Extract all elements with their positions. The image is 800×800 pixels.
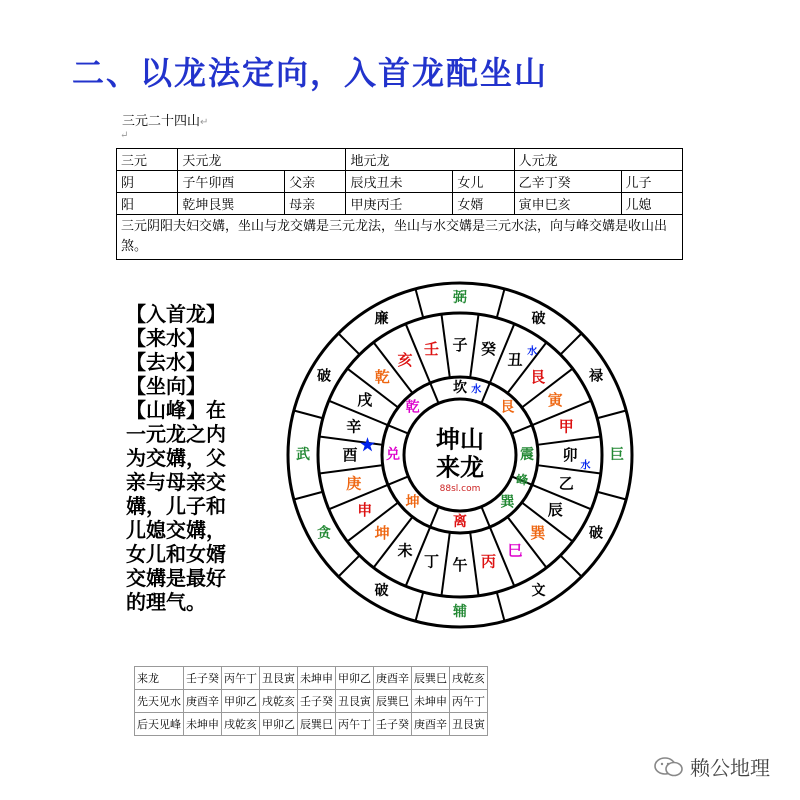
water-mark: 水 <box>471 384 482 396</box>
mountain-label: 申 <box>357 501 373 519</box>
explanation-text <box>126 302 252 614</box>
peak-mark: 峰 <box>516 473 529 488</box>
water-mark: 水 <box>527 346 538 358</box>
trigram-label: 震 <box>520 447 534 463</box>
mountain-label: 午 <box>452 556 468 574</box>
table-cell: 先天见水 <box>135 690 184 713</box>
mountain-label: 子 <box>452 336 468 354</box>
footer-brand <box>654 752 770 781</box>
table-cell: 庚酉辛 <box>184 690 222 713</box>
table-cell: 戌乾亥 <box>260 690 298 713</box>
star-label: 武 <box>296 447 310 463</box>
trigram-label: 兑 <box>386 447 400 463</box>
table-caption <box>122 110 208 129</box>
mountain-label: 庚 <box>346 474 362 493</box>
table-cell: 戌乾亥 <box>450 667 488 690</box>
brand-name: 赖公地理 <box>690 756 770 780</box>
table-cell: 丙午丁 <box>222 667 260 690</box>
star-label: 禄 <box>588 368 603 385</box>
water-mark: 水 <box>580 460 591 472</box>
table-cell: 女婿 <box>453 193 514 215</box>
page-title: 二、以龙法定向，入首龙配坐山 <box>72 54 549 92</box>
mountain-divider <box>441 314 449 377</box>
table-cell: 来龙 <box>135 667 184 690</box>
star-divider <box>415 592 423 621</box>
paragraph-mark-icon: ↵ <box>200 117 209 128</box>
star-divider <box>338 333 359 354</box>
table-cell: 乾坤艮巽 <box>178 193 285 215</box>
star-label: 贪 <box>317 525 332 542</box>
table-row <box>135 713 488 736</box>
star-divider <box>294 492 323 500</box>
table-cell: 甲卯乙 <box>222 690 260 713</box>
mountain-label: 戌 <box>357 391 373 409</box>
star-divider <box>560 333 581 354</box>
text-line: 【去水】 <box>126 350 206 374</box>
mountain-label: 丁 <box>424 552 440 571</box>
trigram-label: 乾 <box>405 399 420 416</box>
table-cell: 辰巽巳 <box>412 667 450 690</box>
text-line: 亲与母亲交 <box>126 470 226 494</box>
mountain-label: 未 <box>397 541 413 560</box>
trigram-divider <box>481 383 489 403</box>
table-cell: 子午卯酉 <box>178 171 285 193</box>
sanyuan-table <box>116 148 683 260</box>
table-cell: 人元龙 <box>514 149 682 171</box>
mountain-divider <box>537 465 600 473</box>
table-cell: 阴 <box>117 171 178 193</box>
wechat-icon <box>654 756 684 778</box>
star-label: 弼 <box>453 290 467 306</box>
table-cell: 乙辛丁癸 <box>514 171 621 193</box>
table-row <box>135 690 488 713</box>
table-cell: 儿媳 <box>621 193 682 215</box>
mountain-label: 乾 <box>374 368 390 387</box>
star-label: 破 <box>588 525 603 542</box>
text-line: 媾，儿子和 <box>126 494 226 518</box>
text-line: 为交媾，父 <box>126 446 226 470</box>
table-cell: 丙午丁 <box>450 690 488 713</box>
table-cell: 壬子癸 <box>298 690 336 713</box>
mountain-label: 壬 <box>424 339 440 358</box>
trigram-divider <box>388 425 408 433</box>
table-cell: 未坤申 <box>298 667 336 690</box>
mountain-label: 辛 <box>346 417 362 436</box>
star-label: 廉 <box>374 311 389 328</box>
star-divider <box>597 410 626 418</box>
star-label: 破 <box>531 311 546 328</box>
table-cell: 甲卯乙 <box>260 713 298 736</box>
trigram-divider <box>430 383 438 403</box>
mountain-label: 寅 <box>547 391 563 409</box>
table-row <box>135 667 488 690</box>
text-line: 【坐向】 <box>126 374 206 398</box>
center-subtitle: 来龙 <box>436 452 484 482</box>
table-cell: 儿子 <box>621 171 682 193</box>
text-line: 【入首龙】 <box>126 302 226 326</box>
trigram-label: 巽 <box>500 494 515 511</box>
text-line: 【山峰】在 <box>126 398 226 422</box>
table-cell: 未坤申 <box>184 713 222 736</box>
trigram-divider <box>512 425 532 433</box>
table-row <box>117 149 683 171</box>
trigram-divider <box>481 507 489 527</box>
table-cell: 辰戌丑未 <box>346 171 453 193</box>
table-cell: 母亲 <box>285 193 346 215</box>
center-title: 坤山 <box>436 424 484 454</box>
star-divider <box>415 289 423 318</box>
star-label: 巨 <box>610 447 624 463</box>
table-cell: 戌乾亥 <box>222 713 260 736</box>
trigram-label: 艮 <box>500 399 515 416</box>
mountain-label: 癸 <box>480 339 496 358</box>
table-cell: 辰巽巳 <box>374 690 412 713</box>
mountain-label: 亥 <box>397 350 413 369</box>
mountain-divider <box>347 369 398 408</box>
table-cell: 庚酉辛 <box>374 667 412 690</box>
table-cell: 三元 <box>117 149 178 171</box>
trigram-divider <box>388 476 408 484</box>
mountain-label: 乙 <box>558 474 574 493</box>
star-divider <box>497 592 505 621</box>
mountain-label: 酉 <box>342 446 358 464</box>
table-cell: 辰巽巳 <box>298 713 336 736</box>
watermark-text: 88sl.com <box>439 484 481 494</box>
table-cell: 丑艮寅 <box>450 713 488 736</box>
star-label: 辅 <box>453 604 467 620</box>
star-label: 破 <box>374 582 389 599</box>
text-line: 【来水】 <box>126 326 206 350</box>
table-row <box>117 193 683 215</box>
table-cell: 父亲 <box>285 171 346 193</box>
text-line: 女儿和女婿 <box>126 542 226 566</box>
table-row <box>117 215 683 260</box>
mountain-label: 丑 <box>507 350 523 369</box>
text-line: 儿媳交媾， <box>126 518 226 542</box>
text-line: 的理气。 <box>126 590 206 614</box>
table-cell: 寅申巳亥 <box>514 193 621 215</box>
table-cell: 阳 <box>117 193 178 215</box>
table-cell: 壬子癸 <box>374 713 412 736</box>
trigram-divider <box>430 507 438 527</box>
table-cell: 庚酉辛 <box>412 713 450 736</box>
mountain-label: 巽 <box>530 523 546 542</box>
star-divider <box>338 555 359 576</box>
star-divider <box>597 492 626 500</box>
mountain-label: 辰 <box>547 501 563 519</box>
table-cell: 壬子癸 <box>184 667 222 690</box>
star-divider <box>497 289 505 318</box>
star-icon: ★ <box>359 435 376 456</box>
table-cell: 后天见峰 <box>135 713 184 736</box>
mountain-divider <box>319 465 382 473</box>
mountain-divider <box>470 532 478 595</box>
mountain-divider <box>470 314 478 377</box>
trigram-label: 坤 <box>405 494 420 511</box>
table-cell: 地元龙 <box>346 149 514 171</box>
table-cell: 丙午丁 <box>336 713 374 736</box>
table-cell: 丑艮寅 <box>336 690 374 713</box>
table-note: 三元阴阳夫妇交媾，坐山与龙交媾是三元龙法，坐山与水交媾是三元水法，向与峰交媾是收山出煞。 <box>117 215 683 260</box>
table-cell: 女儿 <box>453 171 514 193</box>
mountain-label: 卯 <box>562 446 578 464</box>
dragon-water-peak-table <box>134 666 488 736</box>
table-cell: 未坤申 <box>412 690 450 713</box>
table-cell: 甲庚丙壬 <box>346 193 453 215</box>
mountain-label: 巳 <box>507 541 523 560</box>
compass-diagram <box>285 280 635 630</box>
text-line: 交媾是最好 <box>126 566 226 590</box>
mountain-divider <box>347 502 398 541</box>
mountain-label: 坤 <box>374 523 390 542</box>
table-caption-text: 三元二十四山 <box>122 114 201 129</box>
paragraph-mark-icon: ↵ <box>120 130 129 141</box>
trigram-label: 离 <box>453 514 467 530</box>
mountain-divider <box>441 532 449 595</box>
mountain-divider <box>537 436 600 444</box>
star-label: 破 <box>317 368 332 385</box>
mountain-label: 甲 <box>558 417 574 436</box>
trigram-label: 坎 <box>453 380 467 396</box>
table-cell: 天元龙 <box>178 149 346 171</box>
mountain-label: 丙 <box>480 552 496 571</box>
table-cell: 甲卯乙 <box>336 667 374 690</box>
table-row <box>117 171 683 193</box>
star-label: 文 <box>531 582 546 599</box>
text-line: 一元龙之内 <box>126 422 226 446</box>
star-divider <box>560 555 581 576</box>
mountain-label: 艮 <box>530 368 546 387</box>
star-divider <box>294 410 323 418</box>
table-cell: 丑艮寅 <box>260 667 298 690</box>
